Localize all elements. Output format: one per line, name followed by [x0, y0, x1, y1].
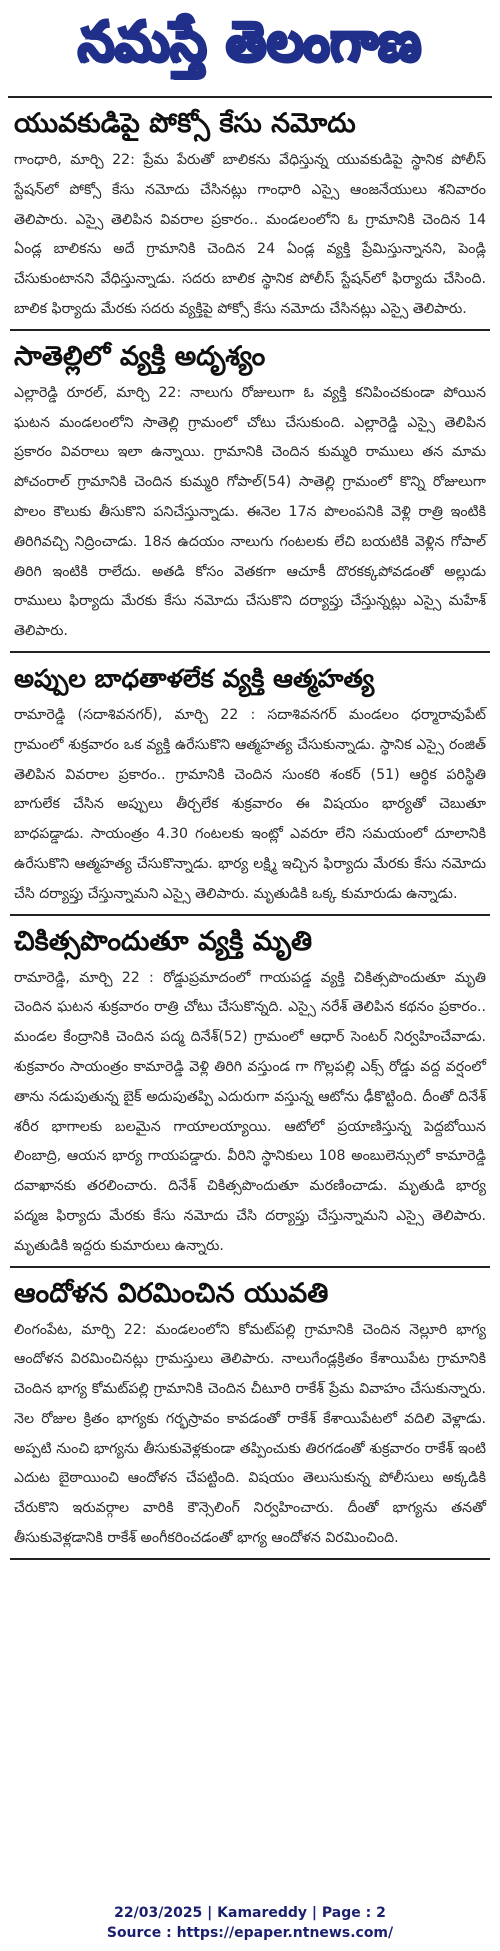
article-headline: చికిత్సపొందుతూ వ్యక్తి మృతి — [14, 925, 313, 957]
page-footer — [0, 1903, 500, 1943]
article-missing-person — [10, 331, 490, 653]
article-body: రామారెడ్డి, మార్చి 22 : రోడ్డుప్రమాదంలో గాయపడ్డ వ్యక్తి చికిత్సపొందుతూ మృతి చెందిన ఘటన శుక్రవారం రాత్రి చోటు చేసుకొన్నది. ఎస్సై నరేశ్ తెలిపిన కథనం ప్రకారం.. మండల కేంద్రానికి చెందిన పద్మ దినేశ్(52) గ్రామంలో ఆధార్ సెంటర్ నిర్వహించేవాడు. శుక్రవారం సాయంత్రం కామారెడ్డి వెళ్లి తిరిగి వస్తుండ గా గొల్లపల్లి ఎక్స్ రోడ్డు వద్ద వర్షంలో తాను నడుపుతున్న బైక్ అదుపుతప్పి ఎదురుగా వస్తున్న ఆటోను ఢీకొట్టింది. దీంతో దినేశ్ శరీర భాగాలకు బలమైన గాయాలయ్యాయి. ఆటోలో ప్రయాణిస్తున్న పెద్దబోయిన లింబాద్రి, ఆయన భార్య గాయపడ్డారు. వీరిని స్థానికులు 108 అంబులెన్సులో కామారెడ్డి దవాఖానకు తరలించారు. దినేశ్ చికిత్సపొందుతూ మరణించాడు. మృతుడి భార్య పద్మజ ఫిర్యాదు మేరకు కేసు నమోదు చేసి దర్యాప్తు చేస్తున్నామని ఎస్సై తెలిపారు. మృతుడికి ఇద్దరు కుమారులు ఉన్నారు. — [14, 969, 486, 1254]
article-suicide — [10, 653, 490, 916]
article-protest-ended — [10, 1268, 490, 1560]
article-headline: అప్పుల బాధతాళలేక వ్యక్తి ఆత్మహత్య — [14, 663, 375, 693]
footer-source-link[interactable]: Source : https://epaper.ntnews.com/ — [106, 1925, 394, 1941]
article-pocso-case — [10, 98, 490, 331]
article-body: లింగంపేట, మార్చి 22: మండలంలోని కోమట్‌పల్లి గ్రామానికి చెందిన నెల్లూరి భాగ్య ఆందోళన విరమించినట్లు గ్రామస్తులు తెలిపారు. నాలుగేండ్లక్రితం కేశాయిపేట గ్రామానికి చెందిన భాగ్య కోమట్‌పల్లి గ్రామానికి చెందిన చీటూరి రాకేశ్ ప్రేమ వివాహం చేసుకున్నారు. నెల రోజుల క్రితం భాగ్యకు గర్భస్రావం కావడంతో రాకేశ్ కేశాయిపేటలో వదిలి వెళ్లాడు. అప్పటి నుంచి భాగ్యను తీసుకువెళ్లకుండా తప్పించుకు తిరగడంతో శుక్రవారం రాకేశ్ ఇంటి ఎదుట బైఠాయించి ఆందోళన చేపట్టింది. విషయం తెలుసుకున్న పోలీసులు అక్కడికి చేరుకొని ఇరువర్గాల వారికి కౌన్సెలింగ్ నిర్వహించారు. దీంతో భాగ్యను తనతో తీసుకువెళ్లడానికి రాకేశ్ అంగీకరించడంతో భాగ్య ఆందోళన విరమించింది. — [14, 1321, 486, 1547]
article-headline: యువకుడిపై పోక్సో కేసు నమోదు — [14, 108, 356, 139]
article-headline: ఆందోళన విరమించిన యువతి — [14, 1277, 329, 1309]
article-accident-death — [10, 916, 490, 1268]
newspaper-logo: నమస్తే తెలంగాణ — [78, 9, 422, 73]
article-body: ఎల్లారెడ్డి రూరల్, మార్చి 22: నాలుగు రోజులుగా ఓ వ్యక్తి కనిపించకుండా పోయిన ఘటన మండలంలోని సాతెల్లి గ్రామంలో చోటు చేసుకుంది. ఎల్లారెడ్డి ఎస్సై తెలిపిన ప్రకారం వివరాలు ఇలా ఉన్నాయి. గ్రామానికి చెందిన కుమ్మరి రాములు తన మామ పోచంరాల్ గ్రామానికి చెందిన కుమ్మరి గోపాల్(54) సాతెల్లి గ్రామంలో కొన్ని రోజులుగా పొలం కౌలుకు తీసుకొని పనిచేస్తున్నాడు. ఈనెల 17న పొలంపనికి వెళ్లి రాత్రి ఇంటికి తిరిగివచ్చి నిద్రించాడు. 18న ఉదయం నాలుగు గంటలకు లేచి బయటికి వెళ్లిన గోపాల్ తిరిగి ఇంటికి రాలేదు. అతడి కోసం వెతకగా ఆచూకీ దొరకక్కపోవడంతో అల్లుడు రాములు ఫిర్యాదు మేరకు కేసు నమోదు చేసుకొని దర్యాప్తు చేస్తున్నట్లు ఎస్సై మహేశ్ తెలిపారు. — [14, 384, 486, 640]
footer-date-edition: 22/03/2025 | Kamareddy | Page : 2 — [114, 1905, 386, 1921]
article-body: గాంధారి, మార్చి 22: ప్రేమ పేరుతో బాలికను వేధిస్తున్న యువకుడిపై స్థానిక పోలీస్ స్టేషన్‌లో పోక్సో కేసు నమోదు చేసినట్లు గాంధారి ఎస్సై ఆంజనేయులు శనివారం తెలిపారు. ఎస్సై తెలిపిన వివరాల ప్రకారం.. మండలంలోని ఓ గ్రామానికి చెందిన 14 ఏండ్ల బాలికను అదే గ్రామానికి చెందిన 24 ఏండ్ల వ్యక్తి ప్రేమిస్తున్నానని, పెండ్లి చేసుకుంటానని వేధిస్తున్నాడు. సదరు బాలిక స్థానిక పోలీస్ స్టేషన్‌లో ఫిర్యాదు చేసింది. బాలిక ఫిర్యాదు మేరకు సదరు వ్యక్తిపై పోక్సో కేసు నమోదు చేసినట్లు ఎస్సై తెలిపారు. — [14, 152, 486, 317]
masthead — [8, 0, 492, 98]
article-headline: సాతెల్లిలో వ్యక్తి అదృశ్యం — [14, 340, 266, 372]
article-body: రామారెడ్డి (సదాశివనగర్), మార్చి 22 : సదాశివనగర్ మండలం ధర్మారావుపేట్ గ్రామంలో శుక్రవారం ఒక వ్యక్తి ఉరేసుకొని ఆత్మహత్య చేసుకున్నాడు. స్థానిక ఎస్సై రంజిత్ తెలిపిన వివరాల ప్రకారం.. గ్రామానికి చెందిన సుంకరి శంకర్ (51) ఆర్థిక పరిస్థితి బాగులేక చేసిన అప్పులు తీర్చలేక శుక్రవారం ఈ విషయం భార్యతో చెబుతూ బాధపడ్డాడు. సాయంత్రం 4.30 గంటలకు ఇంట్లో ఎవరూ లేని సమయంలో దూలానికి ఉరేసుకొని ఆత్మహత్య చేసుకొన్నాడు. భార్య లక్ష్మి ఇచ్చిన ఫిర్యాదు మేరకు కేసు నమోదు చేసి దర్యాప్తు చేస్తున్నామని ఎస్సై తెలిపారు. మృతుడికి ఒక్క కుమారుడు ఉన్నాడు. — [14, 706, 486, 902]
